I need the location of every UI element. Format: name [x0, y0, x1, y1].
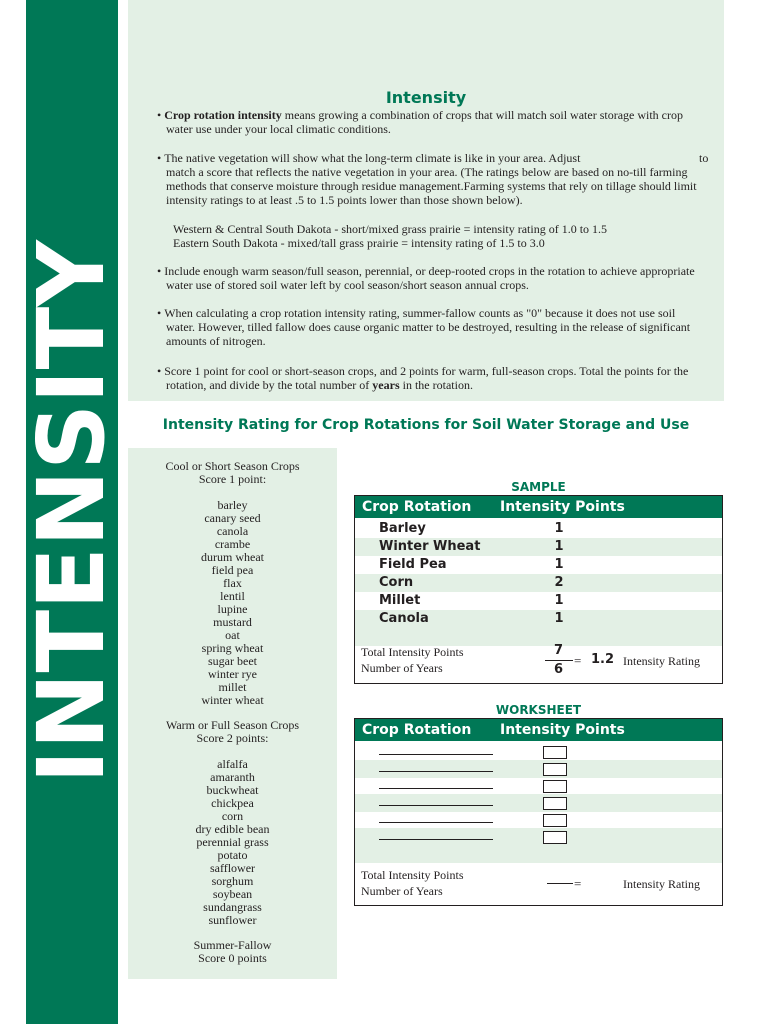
sample-label: SAMPLE — [511, 480, 566, 494]
points-entry-box[interactable] — [543, 780, 567, 793]
crop-points: 1 — [554, 611, 564, 626]
sample-equals: = — [574, 653, 582, 668]
sample-table-header — [355, 496, 722, 518]
crop-name: Winter Wheat — [379, 539, 481, 554]
fallow-heading: Summer-Fallow — [193, 938, 272, 952]
crop-list-item: amaranth — [210, 770, 255, 784]
table-row — [355, 556, 722, 574]
bullet-intensity-definition: • Crop rotation intensity means growing a combination of crops that will match soil water storage with crop water use under your local climatic conditions. — [157, 108, 683, 136]
table-row — [355, 574, 722, 592]
crop-list-item: corn — [221, 809, 244, 823]
crop-list-item: sugar beet — [208, 654, 257, 668]
table-row — [355, 538, 722, 556]
crop-list-item: alfalfa — [217, 757, 248, 771]
bullet-warm-season: • Include enough warm season/full season, perennial, or deep-rooted crops in the rotation to achieve appropriate water use of stored soil water left by cool season/short season annual crops. — [157, 264, 695, 292]
crop-name: Canola — [379, 611, 429, 626]
crop-list-item: canola — [216, 524, 249, 538]
crop-points: 1 — [554, 593, 564, 608]
worksheet-col-crop-rotation: Crop Rotation — [362, 722, 472, 738]
worksheet-label: WORKSHEET — [495, 703, 582, 717]
crop-list-item: mustard — [213, 615, 252, 629]
crop-points: 1 — [554, 539, 564, 554]
crop-list-item: safflower — [209, 861, 256, 875]
points-entry-box[interactable] — [543, 746, 567, 759]
crop-list-item: millet — [218, 680, 247, 694]
crop-list-item: buckwheat — [206, 783, 259, 797]
warm-crops-score: Score 2 points: — [196, 731, 269, 745]
crop-list-item: potato — [217, 848, 248, 862]
table-row-spacer — [355, 845, 722, 863]
crop-list-item: lentil — [220, 589, 245, 603]
sample-rating-label: Intensity Rating — [623, 654, 700, 668]
sample-result: 1.2 — [591, 652, 615, 667]
sample-col-intensity-points: Intensity Points — [500, 499, 625, 515]
crop-list-item: sorghum — [211, 874, 254, 888]
worksheet-table — [354, 718, 723, 906]
worksheet-table-header — [355, 719, 722, 741]
crop-entry-line[interactable] — [379, 805, 493, 806]
crop-list-item: dry edible bean — [195, 822, 270, 836]
worksheet-col-intensity-points: Intensity Points — [500, 722, 625, 738]
points-entry-box[interactable] — [543, 831, 567, 844]
crop-list-item: flax — [223, 576, 242, 590]
crop-list-item: chickpea — [211, 796, 254, 810]
points-entry-box[interactable] — [543, 797, 567, 810]
cool-crops-score: Score 1 point: — [198, 472, 267, 486]
warm-crops-heading: Warm or Full Season Crops — [165, 718, 300, 732]
points-entry-box[interactable] — [543, 763, 567, 776]
crop-list-panel — [128, 448, 337, 979]
crop-list-item: barley — [217, 498, 248, 512]
crop-entry-line[interactable] — [379, 771, 493, 772]
points-entry-box[interactable] — [543, 814, 567, 827]
table-row — [355, 760, 722, 778]
crop-list-item: crambe — [214, 537, 251, 551]
sample-years-label: Number of Years — [361, 661, 443, 675]
rating-table-title: Intensity Rating for Crop Rotations for Soil Water Storage and Use — [162, 417, 690, 433]
bullet-scoring: • Score 1 point for cool or short-season crops, and 2 points for warm, full-season crops. Total the points for the rotation, and divide by the total number of years in the rotation. — [157, 364, 689, 392]
crop-points: 1 — [554, 557, 564, 572]
worksheet-fraction-bar[interactable] — [547, 883, 573, 884]
crop-list-item: sundangrass — [203, 900, 262, 914]
crop-list-item: sunflower — [208, 913, 257, 927]
sample-denominator: 6 — [554, 662, 564, 677]
worksheet-equals: = — [574, 876, 582, 891]
crop-list-item: canary seed — [204, 511, 261, 525]
crop-name: Millet — [379, 593, 421, 608]
table-row — [355, 811, 722, 829]
worksheet-total-label: Total Intensity Points — [361, 868, 464, 882]
table-row — [355, 828, 722, 846]
crop-entry-line[interactable] — [379, 754, 493, 755]
cool-crops-heading: Cool or Short Season Crops — [165, 459, 300, 473]
table-row — [355, 794, 722, 812]
crop-list-item: winter wheat — [201, 693, 264, 707]
sample-numerator: 7 — [554, 643, 564, 658]
crop-list-item: durum wheat — [201, 550, 264, 564]
table-row — [355, 520, 722, 538]
table-row — [355, 592, 722, 610]
worksheet-rating-label: Intensity Rating — [623, 877, 700, 891]
table-row — [355, 777, 722, 795]
crop-entry-line[interactable] — [379, 788, 493, 789]
crop-points: 2 — [554, 575, 564, 590]
note-western-sd: Western & Central South Dakota - short/mixed grass prairie = intensity rating of 1.0 to 1.5 — [173, 222, 608, 236]
note-eastern-sd: Eastern South Dakota - mixed/tall grass prairie = intensity rating of 1.5 to 3.0 — [173, 236, 545, 250]
crop-list-item: field pea — [211, 563, 254, 577]
table-row — [355, 610, 722, 628]
crop-name: Barley — [379, 521, 426, 536]
crop-list-item: spring wheat — [201, 641, 264, 655]
crop-list-item: winter rye — [208, 667, 257, 681]
sample-table — [354, 495, 723, 684]
crop-list-item: soybean — [212, 887, 253, 901]
worksheet-years-label: Number of Years — [361, 884, 443, 898]
crop-name: Corn — [379, 575, 414, 590]
sample-fraction-bar — [545, 660, 573, 661]
table-row — [355, 743, 722, 761]
page-heading: Intensity — [385, 88, 467, 107]
crop-list-item: oat — [225, 628, 240, 642]
crop-name: Field Pea — [379, 557, 447, 572]
crop-list-item: lupine — [217, 602, 248, 616]
crop-list-item: perennial grass — [196, 835, 269, 849]
crop-entry-line[interactable] — [379, 822, 493, 823]
term-crop-rotation-intensity: Crop rotation intensity — [164, 108, 282, 122]
sample-total-label: Total Intensity Points — [361, 645, 464, 659]
fallow-score: Score 0 points — [198, 951, 267, 965]
bullet-summer-fallow: • When calculating a crop rotation intensity rating, summer-fallow counts as "0" because it does not use soil water. However, tilled fallow does cause organic matter to be destroyed, resulting in the release of significant amounts of nitrogen. — [157, 306, 691, 348]
bullet-native-vegetation: • The native vegetation will show what the long-term climate is like in your area. Adjust to match a score that reflects the native vegetation in your area. (The ratings below are based on no-till farming methods that conserve moisture through residue management.Farming systems that rely on tillage should limit intensity ratings to at least .5 to 1.5 points lower than those shown below). — [157, 151, 709, 207]
sample-col-crop-rotation: Crop Rotation — [362, 499, 472, 515]
sidebar-title: INTENSITY — [18, 240, 125, 784]
crop-points: 1 — [554, 521, 564, 536]
crop-entry-line[interactable] — [379, 839, 493, 840]
